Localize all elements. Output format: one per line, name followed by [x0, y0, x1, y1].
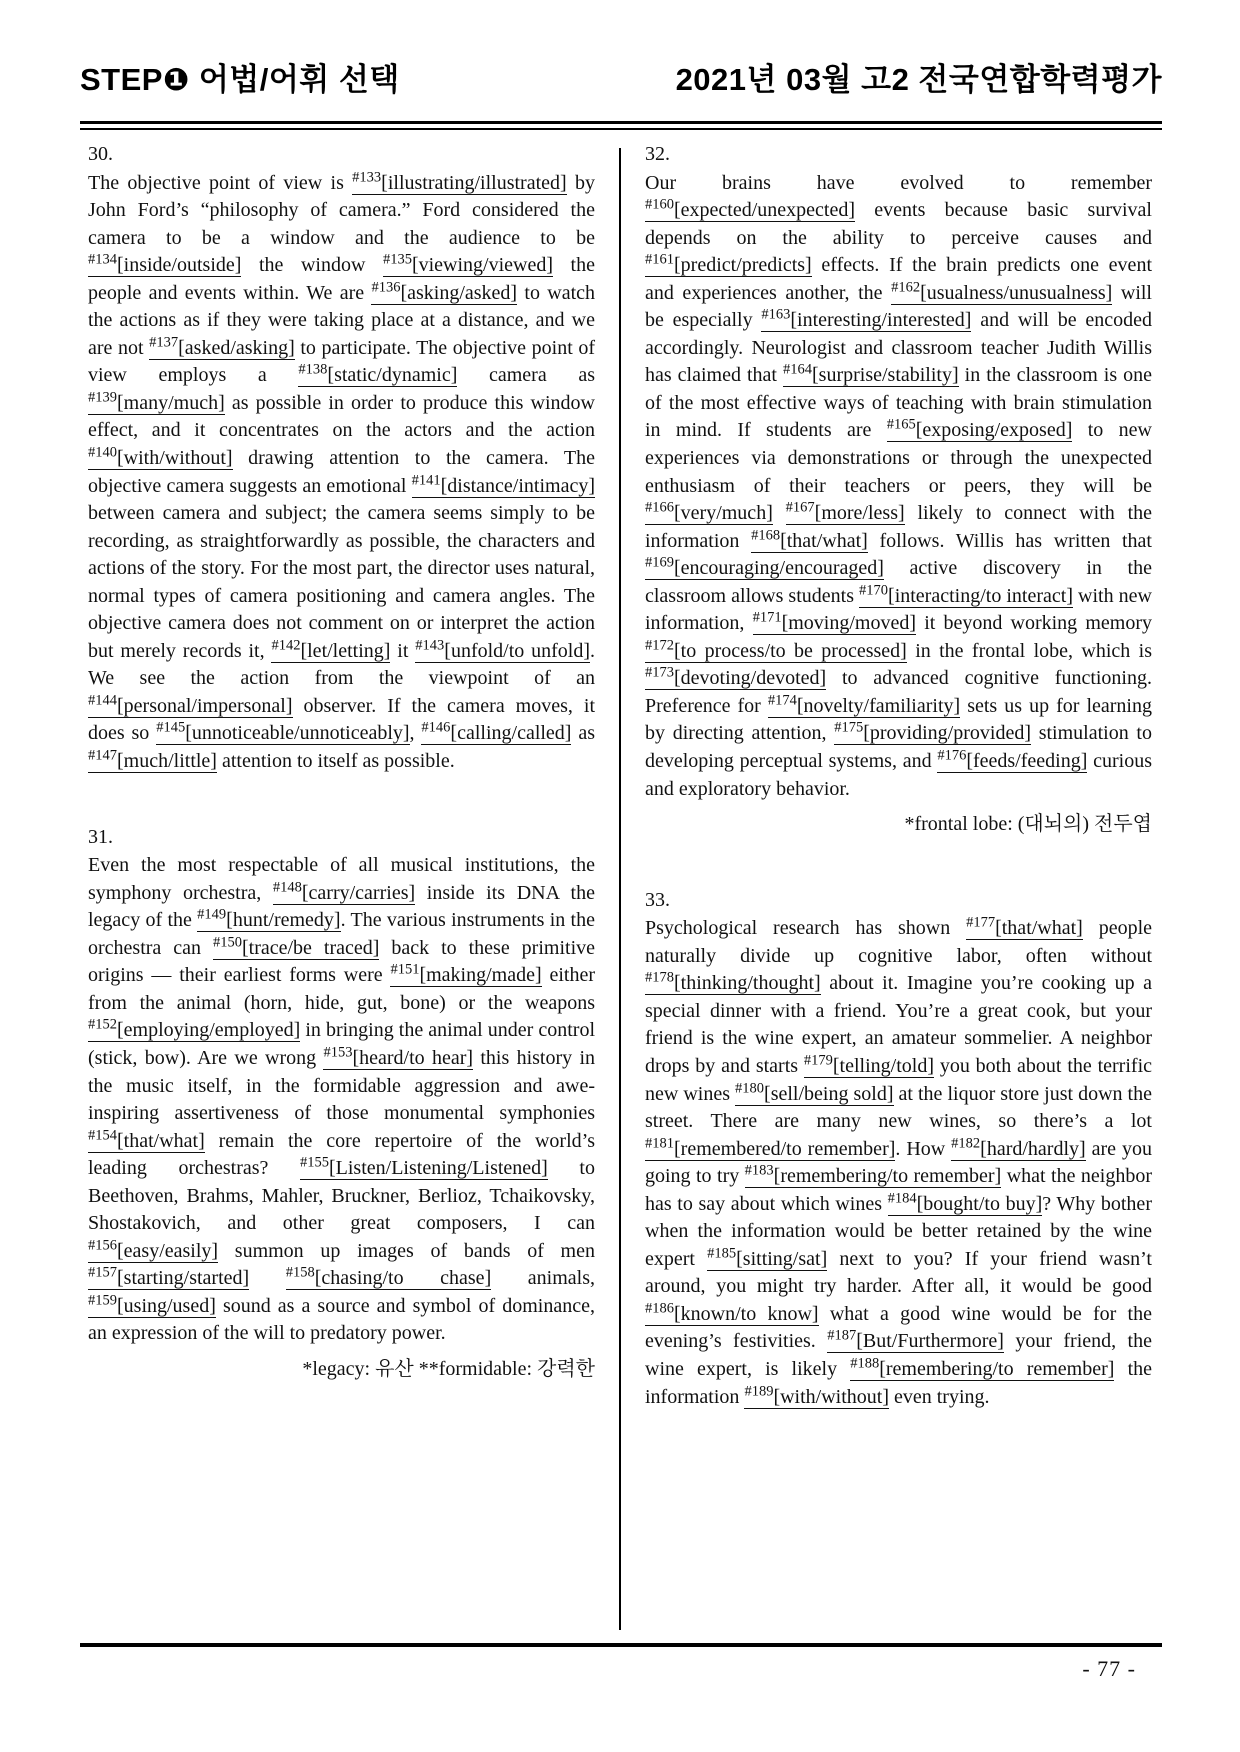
choice-options: [making/made]	[419, 964, 542, 987]
header-rule	[80, 121, 1162, 130]
choice-tag: #172	[645, 637, 674, 654]
choice-options: [unfold/to unfold]	[444, 639, 590, 662]
choice-tag: #188	[850, 1355, 880, 1372]
choice-item-143	[415, 637, 590, 663]
choice-tag: #139	[88, 389, 117, 406]
choice-item-165	[886, 416, 1073, 442]
choice-options: [moving/moved]	[781, 612, 917, 635]
choice-options: [bought/to buy]	[916, 1192, 1043, 1215]
choice-options: [using/used]	[117, 1294, 216, 1317]
choice-item-169	[645, 554, 884, 580]
choice-options: [predict/predicts]	[674, 254, 812, 277]
choice-item-189	[744, 1382, 889, 1409]
choice-options: [remembering/to remember]	[773, 1165, 1002, 1188]
choice-item-155	[300, 1154, 548, 1180]
choice-tag: #141	[411, 471, 441, 488]
choice-options: [trace/be traced]	[241, 936, 380, 959]
choice-options: [much/little]	[117, 750, 217, 773]
choice-options: [static/dynamic]	[327, 364, 458, 387]
choice-item-137	[149, 334, 295, 360]
choice-options: [more/less]	[814, 502, 905, 525]
choice-tag: #143	[415, 637, 445, 654]
choice-item-158	[285, 1264, 492, 1290]
choice-tag: #148	[272, 879, 302, 896]
choice-options: [employing/employed]	[117, 1019, 301, 1042]
choice-options: [that/what]	[117, 1129, 205, 1152]
choice-options: [asking/asked]	[400, 281, 518, 304]
choice-tag: #184	[887, 1190, 917, 1207]
choice-options: [that/what]	[995, 917, 1083, 940]
choice-tag: #144	[88, 692, 117, 709]
choice-item-186	[645, 1300, 819, 1326]
choice-tag: #173	[645, 664, 674, 681]
choice-tag: #182	[951, 1134, 981, 1151]
choice-options: [calling/called]	[450, 722, 572, 745]
choice-item-134	[88, 251, 242, 277]
choice-item-183	[744, 1162, 1002, 1188]
choice-options: [telling/told]	[832, 1054, 934, 1077]
choice-tag: #163	[761, 306, 791, 323]
choice-options: [to process/to be processed]	[674, 639, 907, 662]
choice-item-171	[752, 609, 917, 635]
choice-tag: #183	[744, 1162, 774, 1179]
choice-options: [feeds/feeding]	[966, 750, 1088, 773]
choice-tag: #135	[382, 251, 412, 268]
choice-options: [with/without]	[117, 447, 233, 470]
choice-item-174	[767, 692, 961, 718]
choice-tag: #152	[88, 1016, 117, 1033]
choice-options: [remembered/to remember]	[674, 1137, 896, 1160]
choice-tag: #149	[197, 906, 227, 923]
choice-tag: #187	[827, 1327, 857, 1344]
choice-item-141	[411, 471, 595, 498]
choice-tag: #177	[966, 914, 996, 931]
footnote: *frontal lobe: (대뇌의) 전두엽	[904, 813, 1152, 836]
choice-item-154	[88, 1126, 205, 1153]
choice-options: [starting/started]	[117, 1267, 250, 1290]
choice-tag: #150	[212, 934, 242, 951]
choice-options: [distance/intimacy]	[440, 474, 595, 497]
choice-item-138	[298, 361, 458, 387]
choice-tag: #176	[937, 747, 967, 764]
choice-options: [encouraging/encouraged]	[674, 557, 884, 580]
choice-tag: #156	[88, 1237, 117, 1254]
question-number: 32.	[645, 143, 670, 165]
choice-tag: #162	[891, 279, 921, 296]
choice-item-152	[88, 1016, 301, 1042]
question-text: Our brains have evolved to remember $^{\#160}$[expected/unexpected] events because basic survival depends on the ability to perceive causes and $^{\#161}$[predict/predicts] effects. If the brain predicts one event and experiences another, the $^{\#162}$[usualness/unusualness] will be especially $^{\#163}$[interesting/interested] and will be encoded accordingly. Neurologist and classroom teacher Judith Willis has claimed that $^{\#164}$[surprise/stability] in the classroom is one of the most effective ways of teaching with brain stimulation in mind. If students are $^{\#165}$[exposing/exposed] to new experiences via demonstrations or through the unexpected enthusiasm of their teachers or peers, they will be $^{\#166}$[very/much] $^{\#167}$[more/less] likely to connect with the information $^{\#168}$[that/what] follows. Willis has written that $^{\#169}$[encouraging/encouraged] active discovery in the classroom allows students $^{\#170}$[interacting/to interact] with new information, $^{\#171}$[moving/moved] it beyond working memory $^{\#172}$[to process/to be processed] in the frontal lobe, which is $^{\#173}$[devoting/devoted] to advanced cognitive functioning. Preference for $^{\#174}$[novelty/familiarity] sets us up for learning by directing attention, $^{\#175}$[providing/provided] stimulation to developing perceptual systems, and $^{\#176}$[feeds/feeding] curious and exploratory behavior.	[645, 171, 1152, 800]
question-number: 31.	[88, 825, 113, 848]
choice-tag: #153	[323, 1044, 353, 1061]
choice-options: [many/much]	[117, 391, 225, 414]
choice-options: [interesting/interested]	[790, 309, 972, 332]
choice-tag: #133	[352, 168, 382, 185]
choice-item-177	[966, 914, 1083, 940]
choice-options: [viewing/viewed]	[411, 254, 554, 277]
choice-tag: #154	[88, 1126, 117, 1143]
choice-item-160	[645, 196, 856, 222]
choice-item-175	[834, 719, 1031, 745]
choice-tag: #170	[859, 582, 889, 599]
choice-tag: #157	[88, 1264, 117, 1281]
choice-tag: #168	[751, 527, 781, 543]
choice-options: [interacting/to interact]	[888, 584, 1073, 607]
choice-options: [illustrating/illustrated]	[381, 171, 567, 194]
choice-options: [unnoticeable/unnoticeably]	[185, 722, 410, 745]
choice-options: [But/Furthermore]	[856, 1330, 1004, 1353]
choice-item-153	[323, 1044, 474, 1070]
choice-item-146	[421, 719, 572, 745]
question-31	[88, 824, 595, 1384]
page-number: - 77 -	[1082, 1656, 1136, 1681]
choice-item-149	[197, 906, 341, 932]
step-title: STEP❶ 어법/어휘 선택	[80, 62, 400, 97]
choice-tag: #137	[149, 334, 179, 351]
choice-item-184	[887, 1190, 1043, 1216]
choice-item-145	[156, 719, 410, 745]
choice-options: [devoting/devoted]	[674, 667, 827, 690]
choice-tag: #166	[645, 499, 674, 516]
choice-item-172	[645, 637, 907, 663]
choice-tag: #161	[645, 251, 674, 268]
choice-tag: #167	[785, 499, 815, 516]
choice-options: [usualness/unusualness]	[920, 281, 1113, 304]
choice-item-157	[88, 1264, 250, 1290]
choice-item-162	[891, 279, 1113, 305]
choice-options: [exposing/exposed]	[915, 419, 1073, 442]
choice-options: [chasing/to chase]	[314, 1267, 492, 1290]
choice-item-180	[735, 1079, 894, 1106]
choice-item-179	[803, 1052, 934, 1078]
choice-tag: #145	[156, 719, 186, 736]
choice-item-147	[88, 747, 217, 773]
choice-tag: #175	[834, 719, 864, 736]
question-33	[645, 887, 1152, 1411]
choice-item-159	[88, 1292, 216, 1318]
choice-item-187	[827, 1327, 1004, 1353]
choice-options: [sell/being sold]	[764, 1082, 894, 1105]
choice-options: [with/without]	[773, 1385, 889, 1408]
choice-options: [asked/asking]	[178, 336, 295, 359]
choice-tag: #174	[767, 692, 797, 709]
footer-rule	[80, 1643, 1162, 1647]
question-32	[645, 141, 1152, 839]
choice-item-150	[212, 934, 380, 960]
question-text: The objective point of view is $^{\#133}$[illustrating/illustrated] by John Ford’s “philosophy of camera.” Ford considered the camera to be a window and the audience to be $^{\#134}$[inside/outside] the window $^{\#135}$[viewing/viewed] the people and events within. We are $^{\#136}$[asking/asked] to watch the actions as if they were taking place at a distance, and we are not $^{\#137}$[asked/asking] to participate. The objective point of view employs a $^{\#138}$[static/dynamic] camera as $^{\#139}$[many/much] as possible in order to produce this window effect, and it concentrates on the actors and the action $^{\#140}$[with/without] drawing attention to the camera. The objective camera suggests an emotional $^{\#141}$[distance/intimacy] between camera and subject; the camera seems simply to be recording, as straightforwardly as possible, the characters and actions of the story. For the most part, the director uses natural, normal types of camera positioning and camera angles. The objective camera does not comment on or interpret the action but merely records it, $^{\#142}$[let/letting] it $^{\#143}$[unfold/to unfold]. We see the action from the viewpoint of an $^{\#144}$[personal/impersonal] observer. If the camera moves, it does so $^{\#145}$[unnoticeable/unnoticeably], $^{\#146}$[calling/called] as $^{\#147}$[much/little] attention to itself as possible.	[88, 168, 595, 773]
choice-tag: #146	[421, 719, 451, 736]
choice-tag: #169	[645, 554, 674, 571]
choice-options: [sitting/sat]	[736, 1247, 828, 1270]
choice-tag: #185	[707, 1245, 737, 1262]
choice-item-136	[371, 279, 518, 305]
choice-tag: #164	[783, 361, 812, 378]
choice-item-163	[761, 306, 972, 332]
choice-tag: #138	[298, 361, 328, 378]
question-text: Even the most respectable of all musical institutions, the symphony orchestra, $^{\#148}$[carry/carries] inside its DNA the legacy of the $^{\#149}$[hunt/remedy]. The various instruments in the orchestra can $^{\#150}$[trace/be traced] back to these primitive origins — their earliest forms were $^{\#151}$[making/made] either from the animal (horn, hide, gut, bone) or the weapons $^{\#152}$[employing/employed] in bringing the animal under control (stick, bow). Are we wrong $^{\#153}$[heard/to hear] this history in the music itself, in the formidable aggression and awe-inspiring assertiveness of those monumental symphonies $^{\#154}$[that/what] remain the core repertoire of the world’s leading orchestras? $^{\#155}$[Listen/Listening/Listened] to Beethoven, Brahms, Mahler, Bruckner, Berlioz, Tchaikovsky, Shostakovich, and other great composers, I can $^{\#156}$[easy/easily] summon up images of bands of men $^{\#157}$[starting/started] $^{\#158}$[chasing/to chase] animals, $^{\#159}$[using/used] sound as a source and symbol of dominance, an expression of the will to predatory power.	[88, 854, 595, 1345]
choice-item-139	[88, 389, 225, 415]
choice-tag: #180	[735, 1079, 765, 1096]
left-column	[88, 141, 595, 1384]
choice-item-181	[645, 1134, 896, 1161]
choice-tag: #151	[390, 961, 420, 978]
choice-item-185	[707, 1245, 828, 1271]
choice-options: [very/much]	[674, 502, 773, 525]
choice-options: [expected/unexpected]	[674, 199, 856, 222]
choice-item-166	[645, 499, 773, 525]
choice-item-148	[272, 879, 416, 905]
choice-options: [known/to know]	[674, 1302, 819, 1325]
choice-options: [novelty/familiarity]	[796, 694, 961, 717]
choice-item-188	[850, 1355, 1115, 1381]
choice-item-140	[88, 444, 233, 470]
choice-options: [heard/to hear]	[352, 1046, 474, 1069]
choice-options: [personal/impersonal]	[117, 694, 293, 717]
choice-item-170	[859, 582, 1073, 608]
choice-item-144	[88, 692, 293, 718]
choice-tag: #158	[285, 1264, 315, 1281]
choice-options: [that/what]	[780, 529, 868, 552]
choice-options: [remembering/to remember]	[879, 1357, 1115, 1380]
question-30	[88, 141, 595, 776]
choice-item-182	[951, 1134, 1086, 1161]
choice-options: [easy/easily]	[117, 1239, 219, 1262]
choice-tag: #155	[300, 1154, 329, 1171]
choice-item-167	[785, 499, 905, 525]
choice-item-133	[352, 168, 567, 195]
choice-tag: #136	[371, 279, 401, 296]
choice-tag: #165	[886, 416, 916, 433]
choice-tag: #142	[271, 637, 301, 654]
choice-options: [thinking/thought]	[674, 972, 821, 995]
choice-tag: #179	[803, 1052, 833, 1069]
choice-options: [hard/hardly]	[980, 1137, 1086, 1160]
choice-options: [providing/provided]	[863, 722, 1031, 745]
choice-tag: #134	[88, 251, 117, 268]
choice-options: [carry/carries]	[301, 881, 416, 904]
choice-tag: #171	[752, 609, 782, 626]
choice-item-135	[382, 251, 554, 277]
choice-tag: #178	[645, 969, 674, 986]
choice-tag: #147	[88, 747, 117, 764]
choice-tag: #159	[88, 1292, 117, 1309]
choice-options: [let/letting]	[300, 639, 391, 662]
question-text: Psychological research has shown $^{\#177}$[that/what] people naturally divide up cognitive labor, often without $^{\#178}$[thinking/thought] about it. Imagine you’re cooking up a special dinner with a friend. You’re a great cook, but your friend is the wine expert, an amateur sommelier. A neighbor drops by and starts $^{\#179}$[telling/told] you both about the terrific new wines $^{\#180}$[sell/being sold] at the liquor store just down the street. There are many new wines, so there’s a lot $^{\#181}$[remembered/to remember]. How $^{\#182}$[hard/hardly] are you going to try $^{\#183}$[remembering/to remember] what the neighbor has to say about which wines $^{\#184}$[bought/to buy]? Why bother when the information would be better retained by the wine expert $^{\#185}$[sitting/sat] next to you? If your friend wasn’t around, you might try harder. After all, it would be good $^{\#186}$[known/to know] what a good wine would be for the evening’s festivities. $^{\#187}$[But/Furthermore] your friend, the wine expert, is likely $^{\#188}$[remembering/to remember] the information $^{\#189}$[with/without] even trying.	[645, 914, 1153, 1408]
choice-item-176	[937, 747, 1088, 773]
page-header	[80, 54, 1162, 99]
choice-item-142	[271, 637, 391, 663]
choice-item-151	[390, 961, 542, 987]
choice-item-156	[88, 1237, 219, 1263]
exam-title: 2021년 03월 고2 전국연합학력평가	[675, 62, 1162, 97]
choice-item-164	[783, 361, 959, 387]
choice-options: [Listen/Listening/Listened]	[329, 1157, 548, 1180]
choice-item-161	[645, 251, 812, 277]
choice-item-173	[645, 664, 827, 690]
choice-options: [inside/outside]	[117, 254, 242, 277]
column-divider	[619, 148, 621, 1630]
choice-tag: #186	[645, 1300, 674, 1317]
choice-tag: #140	[88, 444, 117, 461]
choice-item-178	[645, 969, 821, 995]
question-number: 30.	[88, 143, 113, 165]
choice-options: [surprise/stability]	[812, 364, 959, 387]
footnote: *legacy: 유산 **formidable: 강력한	[302, 1357, 595, 1380]
choice-tag: #181	[645, 1134, 674, 1151]
right-column	[645, 141, 1152, 1411]
choice-options: [hunt/remedy]	[226, 909, 341, 932]
choice-item-168	[751, 527, 868, 553]
question-number: 33.	[645, 888, 670, 911]
choice-tag: #160	[645, 196, 674, 213]
choice-tag: #189	[744, 1382, 774, 1399]
